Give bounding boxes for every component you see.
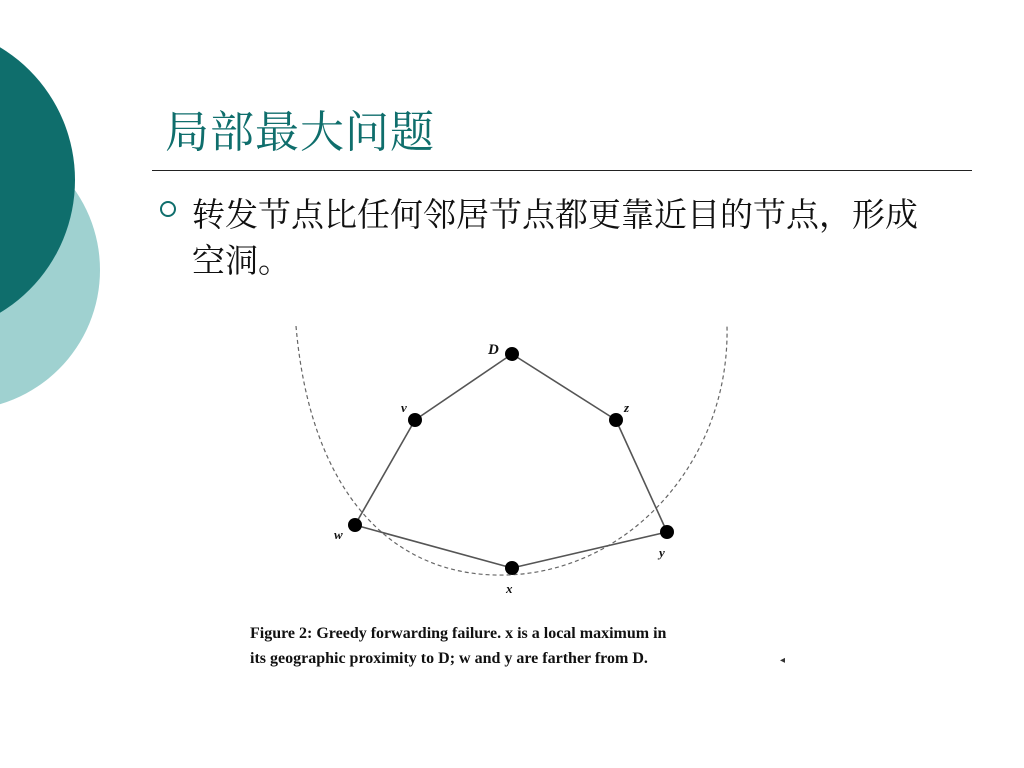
label-y: y [659, 545, 665, 560]
title-divider [152, 170, 972, 171]
node-v [408, 413, 422, 427]
small-arrow-mark: ◂ [780, 655, 786, 666]
label-w: w [334, 527, 343, 542]
proximity-arc [296, 326, 727, 575]
caption-line-2: its geographic proximity to D; w and y are farther from D. [250, 650, 648, 667]
label-D: D [488, 342, 499, 358]
edge-D-v [415, 354, 512, 420]
edge-v-w [355, 420, 415, 525]
decorative-circles [0, 0, 120, 420]
bullet-text: 转发节点比任何邻居节点都更靠近目的节点，形成空洞。 [192, 195, 918, 280]
edge-y-x [512, 532, 667, 568]
edge-D-z [512, 354, 616, 420]
label-z: z [624, 400, 630, 415]
node-D [505, 347, 519, 361]
node-w [348, 518, 362, 532]
caption-line-1: Figure 2: Greedy forwarding failure. x is a local maximum in [250, 625, 667, 642]
bullet-item [160, 192, 950, 284]
slide-title: 局部最大问题 [165, 107, 435, 158]
node-z [609, 413, 623, 427]
node-x [505, 561, 519, 575]
label-x: x [506, 581, 513, 596]
figure-caption [250, 621, 810, 671]
node-y [660, 525, 674, 539]
greedy-forwarding-diagram [270, 320, 750, 610]
edge-z-y [616, 420, 667, 532]
label-v: v [401, 400, 407, 415]
edge-w-x [355, 525, 512, 568]
bullet-circle-icon [160, 201, 176, 217]
